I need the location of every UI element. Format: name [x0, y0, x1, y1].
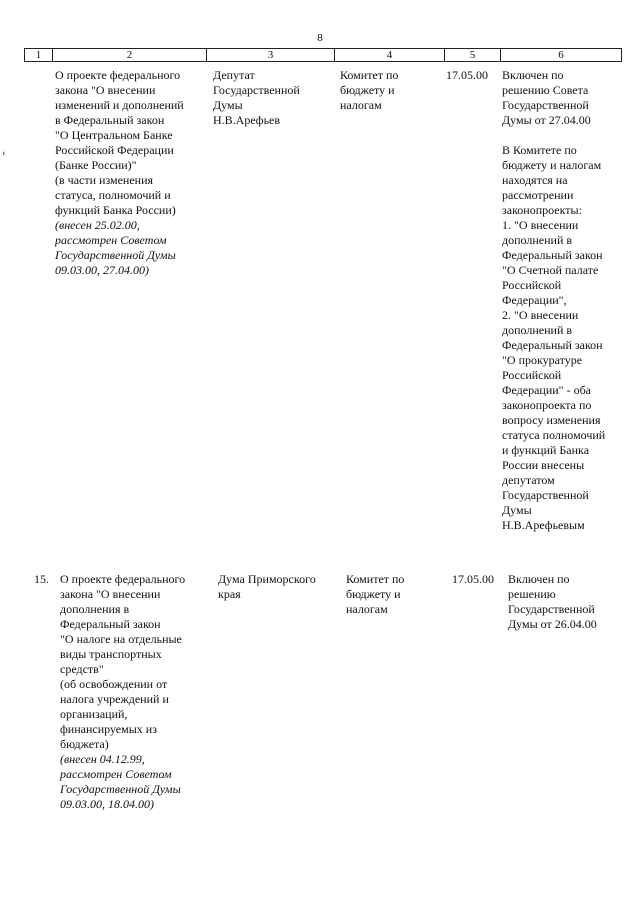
notes: Включен по решению Совета Государственной Думы от 27.04.00 В Комитете по бюджету и налогам находятся на рассмотрении законопроекты: 1. "О внесении дополнений в Федеральный закон "О Счетной палате Российской Федерации", 2. "О внесении дополнений в Федеральный закон "О прокуратуре Российской Федерации" - оба законопроекта по вопросу изменения статуса полномочий и функций Банка России внесены депутатом Государственной Думы Н.В.Арефьевым — [502, 68, 606, 532]
bill-title-cell — [60, 572, 215, 812]
column-number-5: 5 — [445, 49, 501, 61]
margin-mark: › — [2, 148, 6, 159]
column-number-header-row — [24, 48, 622, 62]
date: 17.05.00 — [452, 572, 494, 586]
bill-title: О проекте федерального закона "О внесении изменений и дополнений в Федеральный закон "О Центральном Банке Российской Федерации (Банке России)" (в части изменения статуса, полномочий и функций Банка России) — [55, 68, 184, 217]
column-number-3: 3 — [207, 49, 335, 61]
bill-author: Дума Приморского края — [218, 572, 316, 601]
responsible-committee: Комитет по бюджету и налогам — [346, 572, 405, 616]
column-number-6: 6 — [558, 49, 564, 61]
bill-history: (внесен 25.02.00, рассмотрен Советом Государственной Думы 09.03.00, 27.04.00) — [55, 218, 176, 277]
column-number-4: 4 — [335, 49, 445, 61]
column-number-1: 1 — [25, 49, 53, 61]
responsible-committee: Комитет по бюджету и налогам — [340, 68, 399, 112]
column-number-2: 2 — [53, 49, 207, 61]
bill-title-cell — [55, 68, 210, 278]
row-number: 15. — [34, 572, 49, 586]
notes: Включен по решению Государственной Думы от 26.04.00 — [508, 572, 597, 631]
page-number: 8 — [317, 32, 323, 44]
bill-author: Депутат Государственной Думы Н.В.Арефьев — [213, 68, 300, 127]
date: 17.05.00 — [446, 68, 488, 82]
bill-history: (внесен 04.12.99, рассмотрен Советом Государственной Думы 09.03.00, 18.04.00) — [60, 752, 181, 811]
bill-title: О проекте федерального закона "О внесении дополнения в Федеральный закон "О налоге на отдельные виды транспортных средств" (об освобождении от налога учреждений и организаций, финансируемых из бюджета) — [60, 572, 186, 751]
